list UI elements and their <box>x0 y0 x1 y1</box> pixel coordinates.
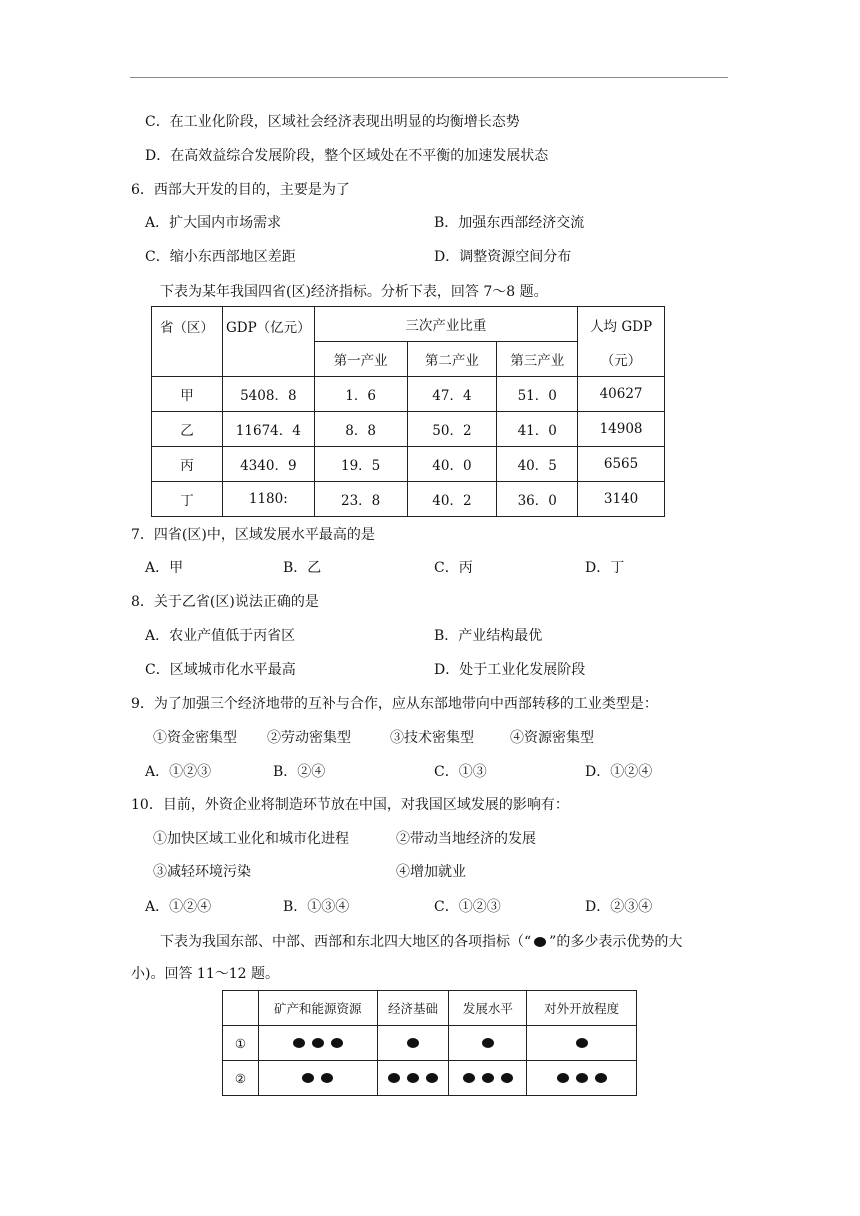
q9-item-1: ①资金密集型 <box>153 730 237 746</box>
dot-cell <box>527 1026 637 1061</box>
cell: 40．2 <box>407 482 497 517</box>
dot-icon <box>482 1038 494 1048</box>
header-per-capita-gdp <box>578 307 665 377</box>
dot-icon <box>388 1073 400 1083</box>
table-row <box>223 1026 637 1061</box>
cell: 11674．4 <box>222 412 314 447</box>
cell: 51．0 <box>497 377 578 412</box>
dot-icon <box>576 1073 588 1083</box>
cell: 40．0 <box>407 447 497 482</box>
q8-option-a: A．农业产值低于丙省区 <box>145 628 296 644</box>
header-rule <box>130 77 728 78</box>
q9-stem: 9．为了加强三个经济地带的互补与合作，应从东部地带向中西部转移的工业类型是： <box>131 696 658 712</box>
dot-icon <box>407 1038 419 1048</box>
dot-cell <box>449 1026 527 1061</box>
dot-icon <box>407 1073 419 1083</box>
table2-intro-line2: 小)。回答 11～12 题。 <box>131 966 279 982</box>
q6-option-b: B．加强东西部经济交流 <box>434 215 585 231</box>
dot-icon <box>576 1038 588 1048</box>
q9-item-3: ③技术密集型 <box>390 730 474 746</box>
dot-cell <box>258 1026 377 1061</box>
table-row <box>152 447 665 482</box>
dot-group <box>293 1038 343 1048</box>
q9-option-d: D．①②④ <box>585 764 653 780</box>
header-minerals-energy: 矿产和能源资源 <box>258 991 377 1026</box>
cell: 1．6 <box>314 377 407 412</box>
header-per-capita-label: 人均 GDP <box>590 318 653 335</box>
cell: 14908 <box>578 412 665 447</box>
dot-icon <box>501 1073 513 1083</box>
header-secondary: 第二产业 <box>407 342 497 377</box>
cell: 40627 <box>578 377 665 412</box>
q6-option-c: C．缩小东西部地区差距 <box>145 249 296 265</box>
q8-option-d: D．处于工业化发展阶段 <box>434 662 586 678</box>
table-row <box>152 412 665 447</box>
table-row <box>152 377 665 412</box>
q6-stem: 6．西部大开发的目的，主要是为了 <box>131 182 350 198</box>
q10-item-3: ③减轻环境污染 <box>153 864 251 880</box>
table2-intro-line1 <box>160 932 682 952</box>
dot-group <box>557 1073 607 1083</box>
cell: 23．8 <box>314 482 407 517</box>
dot-icon <box>331 1038 343 1048</box>
q9-option-c: C．①③ <box>434 764 487 780</box>
q10-item-4: ④增加就业 <box>396 864 466 880</box>
dot-group <box>482 1038 494 1048</box>
cell: 乙 <box>152 412 223 447</box>
cell: 19．5 <box>314 447 407 482</box>
row-label: ② <box>223 1061 259 1096</box>
dot-icon <box>426 1073 438 1083</box>
q10-option-c: C．①②③ <box>434 899 501 915</box>
dot-icon <box>595 1073 607 1083</box>
dot-icon <box>463 1073 475 1083</box>
header-economic-base: 经济基础 <box>377 991 449 1026</box>
dot-cell <box>527 1061 637 1096</box>
cell: 8．8 <box>314 412 407 447</box>
header-primary: 第一产业 <box>314 342 407 377</box>
q10-item-1: ①加快区域工业化和城市化进程 <box>153 831 349 847</box>
dot-icon <box>321 1073 333 1083</box>
cell: 47．4 <box>407 377 497 412</box>
header-per-capita-unit: （元） <box>600 352 642 369</box>
economic-indicators-table <box>151 306 665 517</box>
q10-option-d: D．②③④ <box>585 899 653 915</box>
q10-item-2: ②带动当地经济的发展 <box>396 831 536 847</box>
cell: 6565 <box>578 447 665 482</box>
cell: 甲 <box>152 377 223 412</box>
cell: 41．0 <box>497 412 578 447</box>
dot-cell <box>449 1061 527 1096</box>
dot-icon <box>482 1073 494 1083</box>
header-openness: 对外开放程度 <box>527 991 637 1026</box>
q9-option-a: A．①②③ <box>145 764 212 780</box>
q10-option-b: B．①③④ <box>283 899 350 915</box>
cell: 1180: <box>222 482 314 517</box>
q10-option-a: A．①②④ <box>145 899 212 915</box>
cell: 丁 <box>152 482 223 517</box>
table2-intro-start: 下表为我国东部、中部、西部和东北四大地区的各项指标（“ <box>160 934 532 950</box>
cell: 5408．8 <box>222 377 314 412</box>
q9-item-2: ②劳动密集型 <box>267 730 351 746</box>
q5-option-d: D．在高效益综合发展阶段，整个区域处在不平衡的加速发展状态 <box>145 148 549 164</box>
dot-cell <box>258 1061 377 1096</box>
dot-group <box>388 1073 438 1083</box>
q7-option-a: A．甲 <box>145 560 184 576</box>
q9-item-4: ④资源密集型 <box>510 730 594 746</box>
dot-cell <box>377 1061 449 1096</box>
cell: 36．0 <box>497 482 578 517</box>
q8-option-c: C．区域城市化水平最高 <box>145 662 296 678</box>
q9-option-b: B．②④ <box>273 764 326 780</box>
table1-intro: 下表为某年我国四省(区)经济指标。分析下表，回答 7～8 题。 <box>160 284 548 300</box>
cell: 40．5 <box>497 447 578 482</box>
q5-option-c: C．在工业化阶段，区域社会经济表现出明显的均衡增长态势 <box>145 114 520 130</box>
dot-cell <box>377 1026 449 1061</box>
q7-stem: 7．四省(区)中，区域发展水平最高的是 <box>131 527 375 543</box>
table2-intro-end: ”的多少表示优势的大 <box>549 934 683 950</box>
q7-option-b: B．乙 <box>283 560 322 576</box>
dot-group <box>302 1073 333 1083</box>
corner-cell <box>223 991 259 1026</box>
q7-option-c: C．丙 <box>434 560 473 576</box>
cell: 丙 <box>152 447 223 482</box>
q10-stem: 10．目前，外资企业将制造环节放在中国，对我国区域发展的影响有： <box>131 797 569 813</box>
dot-group <box>576 1038 588 1048</box>
q6-option-d: D．调整资源空间分布 <box>434 249 572 265</box>
header-gdp: GDP（亿元） <box>222 307 314 377</box>
cell: 50．2 <box>407 412 497 447</box>
dot-icon <box>302 1073 314 1083</box>
q8-option-b: B．产业结构最优 <box>434 628 543 644</box>
row-label: ① <box>223 1026 259 1061</box>
table-row <box>152 482 665 517</box>
header-tertiary: 第三产业 <box>497 342 578 377</box>
q8-stem: 8．关于乙省(区)说法正确的是 <box>131 594 319 610</box>
region-advantage-table <box>222 990 637 1096</box>
table-row <box>223 1061 637 1096</box>
cell: 4340．9 <box>222 447 314 482</box>
dot-icon <box>534 937 546 947</box>
q7-option-d: D．丁 <box>585 560 625 576</box>
dot-icon <box>312 1038 324 1048</box>
header-industry-ratio: 三次产业比重 <box>314 307 577 342</box>
dot-group <box>463 1073 513 1083</box>
cell: 3140 <box>578 482 665 517</box>
q6-option-a: A．扩大国内市场需求 <box>145 215 282 231</box>
dot-icon <box>293 1038 305 1048</box>
header-development-level: 发展水平 <box>449 991 527 1026</box>
header-province: 省（区） <box>152 307 223 377</box>
dot-group <box>407 1038 419 1048</box>
dot-icon <box>557 1073 569 1083</box>
